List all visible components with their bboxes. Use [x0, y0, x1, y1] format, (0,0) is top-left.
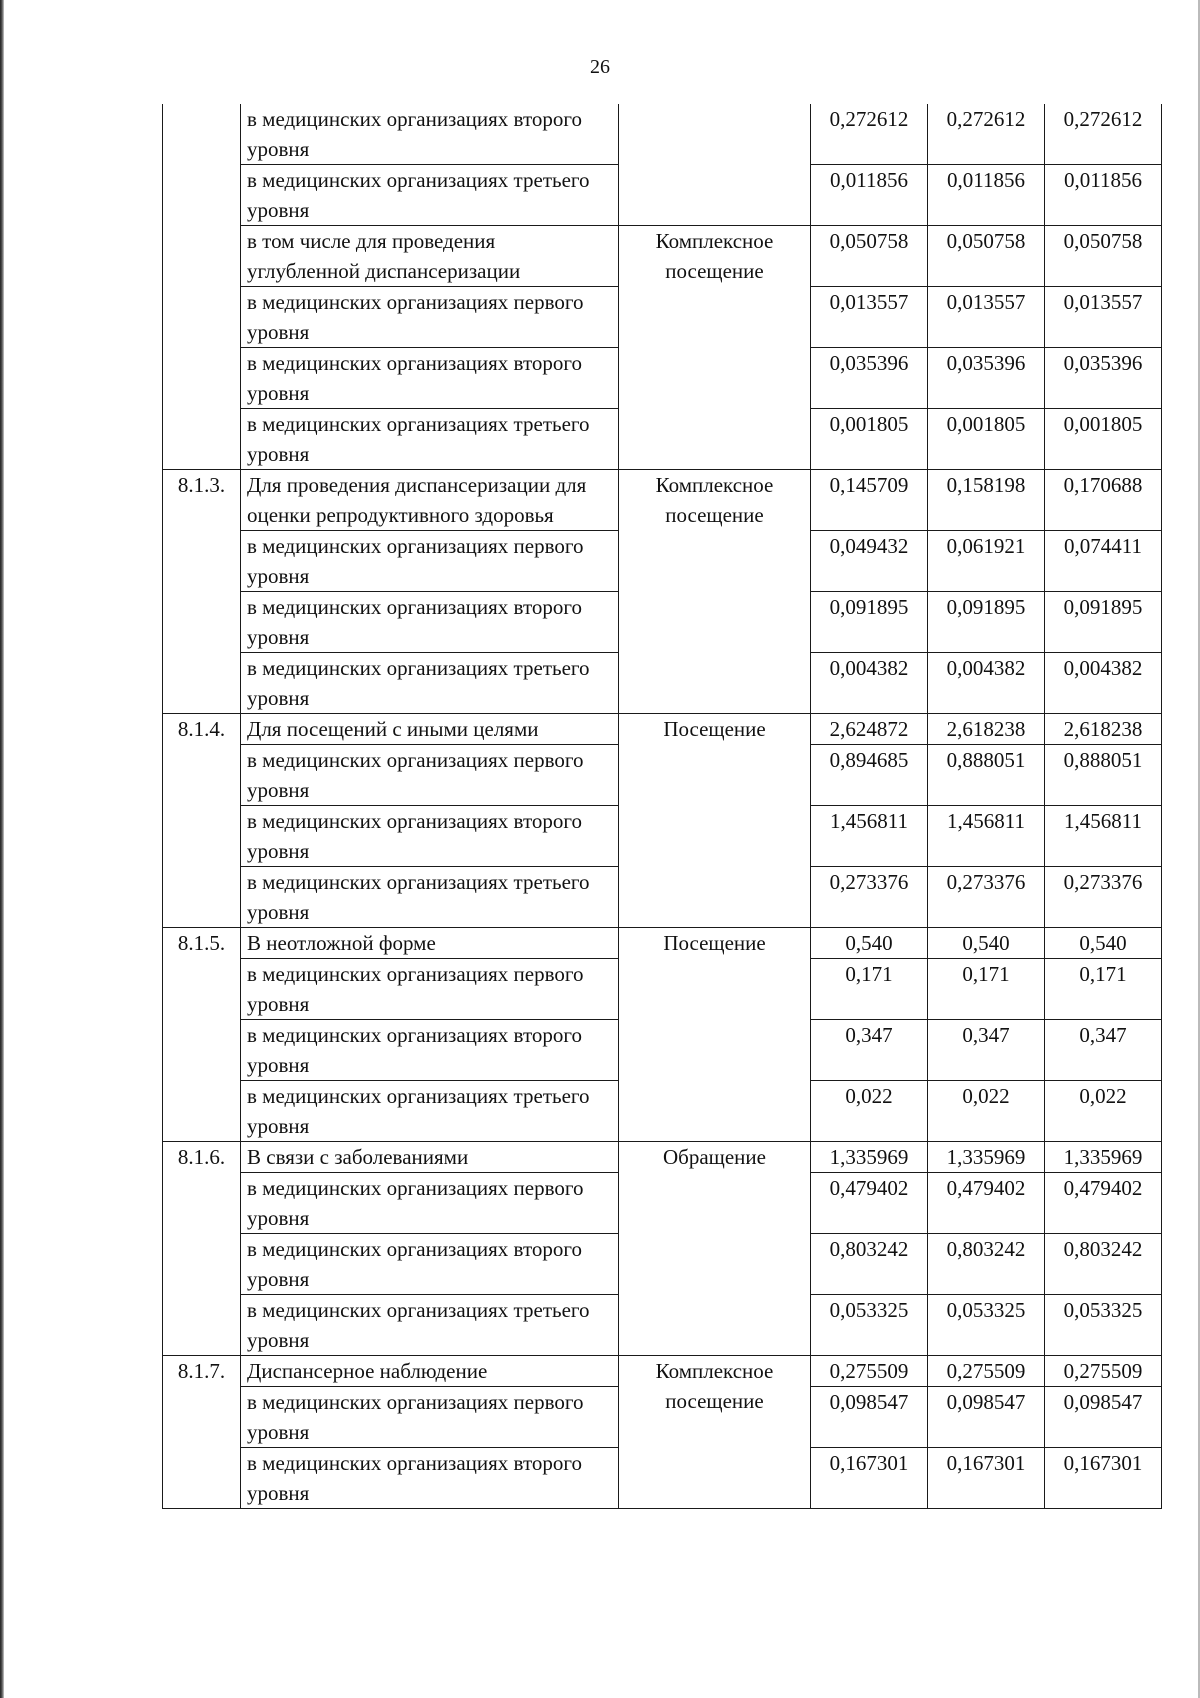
value-cell-year-2: 0,803242 — [928, 1234, 1045, 1295]
indicator-name: в медицинских организациях второго уровня — [241, 1234, 619, 1295]
value-cell-year-1: 0,022 — [811, 1081, 928, 1142]
value-cell-year-2: 0,171 — [928, 959, 1045, 1020]
value-cell-year-1: 0,347 — [811, 1020, 928, 1081]
unit-cell: Посещение — [619, 928, 811, 1142]
value-cell-year-1: 2,624872 — [811, 714, 928, 745]
indicator-name: в медицинских организациях второго уровня — [241, 348, 619, 409]
indicator-name: В связи с заболеваниями — [241, 1142, 619, 1173]
indicator-name: в медицинских организациях первого уровня — [241, 287, 619, 348]
value-cell-year-1: 0,049432 — [811, 531, 928, 592]
value-cell-year-3: 0,275509 — [1045, 1356, 1162, 1387]
row-number-cell: 8.1.4. — [163, 714, 241, 928]
value-cell-year-1: 0,091895 — [811, 592, 928, 653]
value-cell-year-2: 0,022 — [928, 1081, 1045, 1142]
value-cell-year-3: 0,050758 — [1045, 226, 1162, 287]
table-row — [163, 714, 1162, 745]
value-cell-year-3: 0,272612 — [1045, 104, 1162, 165]
row-number-cell: 8.1.5. — [163, 928, 241, 1142]
value-cell-year-3: 0,888051 — [1045, 745, 1162, 806]
value-cell-year-2: 0,050758 — [928, 226, 1045, 287]
value-cell-year-1: 1,456811 — [811, 806, 928, 867]
indicator-name: в медицинских организациях третьего уровня — [241, 409, 619, 470]
page-number: 26 — [590, 56, 610, 78]
value-cell-year-1: 0,894685 — [811, 745, 928, 806]
value-cell-year-2: 0,061921 — [928, 531, 1045, 592]
value-cell-year-1: 0,053325 — [811, 1295, 928, 1356]
row-number-cell: 8.1.7. — [163, 1356, 241, 1509]
value-cell-year-3: 0,273376 — [1045, 867, 1162, 928]
unit-cell: Комплексное посещение — [619, 470, 811, 714]
value-cell-year-3: 0,098547 — [1045, 1387, 1162, 1448]
indicator-name: в медицинских организациях первого уровня — [241, 745, 619, 806]
value-cell-year-3: 0,004382 — [1045, 653, 1162, 714]
indicator-name: в медицинских организациях третьего уровня — [241, 165, 619, 226]
value-cell-year-3: 0,347 — [1045, 1020, 1162, 1081]
value-cell-year-2: 0,347 — [928, 1020, 1045, 1081]
value-cell-year-3: 0,011856 — [1045, 165, 1162, 226]
value-cell-year-2: 0,272612 — [928, 104, 1045, 165]
value-cell-year-2: 0,273376 — [928, 867, 1045, 928]
table-row — [163, 104, 1162, 165]
value-cell-year-3: 0,091895 — [1045, 592, 1162, 653]
unit-cell: Комплексное посещение — [619, 226, 811, 470]
value-cell-year-1: 0,167301 — [811, 1448, 928, 1509]
value-cell-year-1: 0,011856 — [811, 165, 928, 226]
table-row — [163, 1356, 1162, 1387]
unit-cell: Обращение — [619, 1142, 811, 1356]
indicator-name: в медицинских организациях третьего уровня — [241, 867, 619, 928]
value-cell-year-3: 1,335969 — [1045, 1142, 1162, 1173]
value-cell-year-2: 2,618238 — [928, 714, 1045, 745]
value-cell-year-1: 0,145709 — [811, 470, 928, 531]
indicator-name: в медицинских организациях первого уровня — [241, 1387, 619, 1448]
value-cell-year-2: 0,479402 — [928, 1173, 1045, 1234]
value-cell-year-2: 0,013557 — [928, 287, 1045, 348]
indicator-name: в медицинских организациях первого уровня — [241, 531, 619, 592]
value-cell-year-1: 1,335969 — [811, 1142, 928, 1173]
value-cell-year-3: 0,171 — [1045, 959, 1162, 1020]
indicator-name: Для посещений с иными целями — [241, 714, 619, 745]
value-cell-year-1: 0,272612 — [811, 104, 928, 165]
value-cell-year-3: 0,170688 — [1045, 470, 1162, 531]
value-cell-year-2: 0,035396 — [928, 348, 1045, 409]
indicator-name: в том числе для проведения углубленной диспансеризации — [241, 226, 619, 287]
scan-edge-left — [0, 0, 4, 1698]
value-cell-year-1: 0,273376 — [811, 867, 928, 928]
value-cell-year-3: 1,456811 — [1045, 806, 1162, 867]
table-row — [163, 226, 1162, 287]
indicator-name: в медицинских организациях второго уровня — [241, 592, 619, 653]
value-cell-year-2: 0,540 — [928, 928, 1045, 959]
value-cell-year-1: 0,013557 — [811, 287, 928, 348]
value-cell-year-2: 0,053325 — [928, 1295, 1045, 1356]
value-cell-year-2: 0,158198 — [928, 470, 1045, 531]
value-cell-year-1: 0,275509 — [811, 1356, 928, 1387]
value-cell-year-1: 0,001805 — [811, 409, 928, 470]
value-cell-year-3: 0,053325 — [1045, 1295, 1162, 1356]
table-row — [163, 928, 1162, 959]
value-cell-year-1: 0,803242 — [811, 1234, 928, 1295]
table-row — [163, 470, 1162, 531]
value-cell-year-1: 0,050758 — [811, 226, 928, 287]
value-cell-year-3: 0,540 — [1045, 928, 1162, 959]
value-cell-year-2: 0,001805 — [928, 409, 1045, 470]
value-cell-year-3: 0,167301 — [1045, 1448, 1162, 1509]
value-cell-year-2: 0,091895 — [928, 592, 1045, 653]
value-cell-year-1: 0,479402 — [811, 1173, 928, 1234]
indicator-name: в медицинских организациях первого уровня — [241, 959, 619, 1020]
indicators-table — [162, 104, 1162, 1509]
indicator-name: В неотложной форме — [241, 928, 619, 959]
indicator-name: Для проведения диспансеризации для оценки репродуктивного здоровья — [241, 470, 619, 531]
table-row — [163, 1142, 1162, 1173]
value-cell-year-3: 0,803242 — [1045, 1234, 1162, 1295]
indicator-name: в медицинских организациях третьего уровня — [241, 1081, 619, 1142]
indicator-name: в медицинских организациях второго уровня — [241, 1020, 619, 1081]
value-cell-year-3: 0,479402 — [1045, 1173, 1162, 1234]
value-cell-year-2: 1,456811 — [928, 806, 1045, 867]
unit-cell: Комплексное посещение — [619, 1356, 811, 1509]
value-cell-year-2: 0,888051 — [928, 745, 1045, 806]
row-number-cell — [163, 104, 241, 470]
value-cell-year-1: 0,540 — [811, 928, 928, 959]
value-cell-year-1: 0,035396 — [811, 348, 928, 409]
value-cell-year-2: 0,004382 — [928, 653, 1045, 714]
indicator-name: в медицинских организациях третьего уровня — [241, 653, 619, 714]
value-cell-year-3: 0,013557 — [1045, 287, 1162, 348]
indicator-name: в медицинских организациях второго уровня — [241, 1448, 619, 1509]
value-cell-year-3: 2,618238 — [1045, 714, 1162, 745]
value-cell-year-2: 1,335969 — [928, 1142, 1045, 1173]
value-cell-year-3: 0,022 — [1045, 1081, 1162, 1142]
indicator-name: в медицинских организациях второго уровня — [241, 806, 619, 867]
row-number-cell: 8.1.3. — [163, 470, 241, 714]
value-cell-year-1: 0,004382 — [811, 653, 928, 714]
value-cell-year-3: 0,035396 — [1045, 348, 1162, 409]
indicator-name: в медицинских организациях первого уровня — [241, 1173, 619, 1234]
value-cell-year-1: 0,098547 — [811, 1387, 928, 1448]
value-cell-year-2: 0,011856 — [928, 165, 1045, 226]
value-cell-year-2: 0,098547 — [928, 1387, 1045, 1448]
unit-cell — [619, 104, 811, 226]
value-cell-year-3: 0,001805 — [1045, 409, 1162, 470]
indicator-name: в медицинских организациях второго уровня — [241, 104, 619, 165]
indicator-name: Диспансерное наблюдение — [241, 1356, 619, 1387]
row-number-cell: 8.1.6. — [163, 1142, 241, 1356]
value-cell-year-1: 0,171 — [811, 959, 928, 1020]
value-cell-year-2: 0,167301 — [928, 1448, 1045, 1509]
unit-cell: Посещение — [619, 714, 811, 928]
value-cell-year-3: 0,074411 — [1045, 531, 1162, 592]
value-cell-year-2: 0,275509 — [928, 1356, 1045, 1387]
indicator-name: в медицинских организациях третьего уровня — [241, 1295, 619, 1356]
